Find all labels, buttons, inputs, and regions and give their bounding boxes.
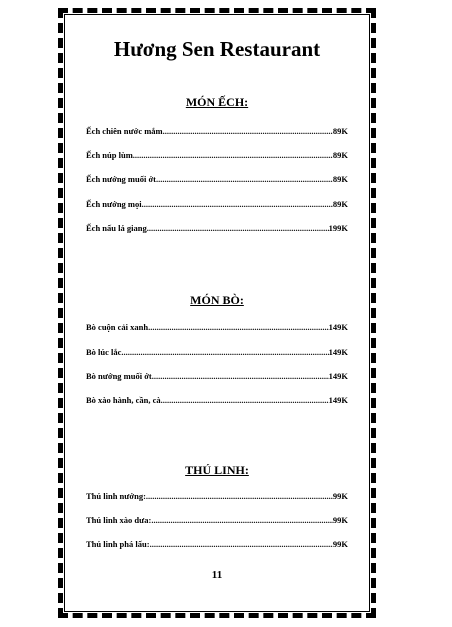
menu-item-name: Ếch nấu lá giang [86, 223, 147, 233]
dot-leader [161, 394, 329, 406]
dot-leader [148, 321, 329, 333]
menu-item [86, 321, 348, 333]
menu-item-price: 89K [332, 174, 348, 184]
dot-leader [147, 222, 329, 234]
menu-item-price: 149K [328, 371, 348, 381]
menu-item-price: 199K [328, 223, 348, 233]
menu-item-name: Ếch núp lùm [86, 150, 133, 160]
dot-leader [142, 198, 333, 210]
menu-item [86, 149, 348, 161]
menu-item-price: 149K [328, 322, 348, 332]
dot-leader [121, 346, 328, 358]
menu-item [86, 490, 348, 502]
menu-item-name: Thú linh nướng: [86, 491, 146, 501]
menu-item [86, 538, 348, 550]
menu-item-name: Bò cuộn cải xanh [86, 322, 149, 332]
menu-item [86, 346, 348, 358]
menu-item [86, 514, 348, 526]
menu-item [86, 370, 348, 382]
menu-item-price: 99K [332, 539, 348, 549]
menu-item-price: 149K [328, 395, 348, 405]
section-heading-frog: MÓN ẾCH: [185, 95, 249, 109]
dot-leader [150, 538, 333, 550]
restaurant-title: Hương Sen Restaurant [113, 37, 321, 61]
menu-item-price: 89K [332, 126, 348, 136]
menu-item-name: Bò xào hành, cần, cà [86, 395, 161, 405]
section-heading-beef: MÓN BÒ: [190, 293, 244, 307]
section-heading-offal: THÚ LINH: [185, 463, 249, 477]
menu-item-name: Ếch nướng mọi [86, 199, 142, 209]
dot-leader [133, 149, 333, 161]
menu-item-price: 149K [328, 347, 348, 357]
menu-item-price: 89K [332, 199, 348, 209]
dot-leader [163, 125, 333, 137]
menu-item-name: Thú linh phá lấu: [86, 539, 150, 549]
menu-item [86, 198, 348, 210]
dot-leader [146, 490, 333, 502]
menu-item-name: Ếch chiên nước mắm [86, 126, 163, 136]
dot-leader [152, 370, 329, 382]
menu-item-price: 99K [332, 515, 348, 525]
menu-item-price: 99K [332, 491, 348, 501]
menu-item [86, 173, 348, 185]
dot-leader [156, 173, 333, 185]
menu-item-price: 89K [332, 150, 348, 160]
menu-item-name: Thú linh xào dưa: [86, 515, 152, 525]
menu-item [86, 222, 348, 234]
dot-leader [151, 514, 333, 526]
menu-item-name: Ếch nướng muối ớt [86, 174, 157, 184]
menu-item [86, 394, 348, 406]
page-number: 11 [211, 569, 223, 581]
menu-item-name: Bò nướng muối ớt [86, 371, 152, 381]
menu-item [86, 125, 348, 137]
menu-item-name: Bò lúc lắc [86, 347, 122, 357]
